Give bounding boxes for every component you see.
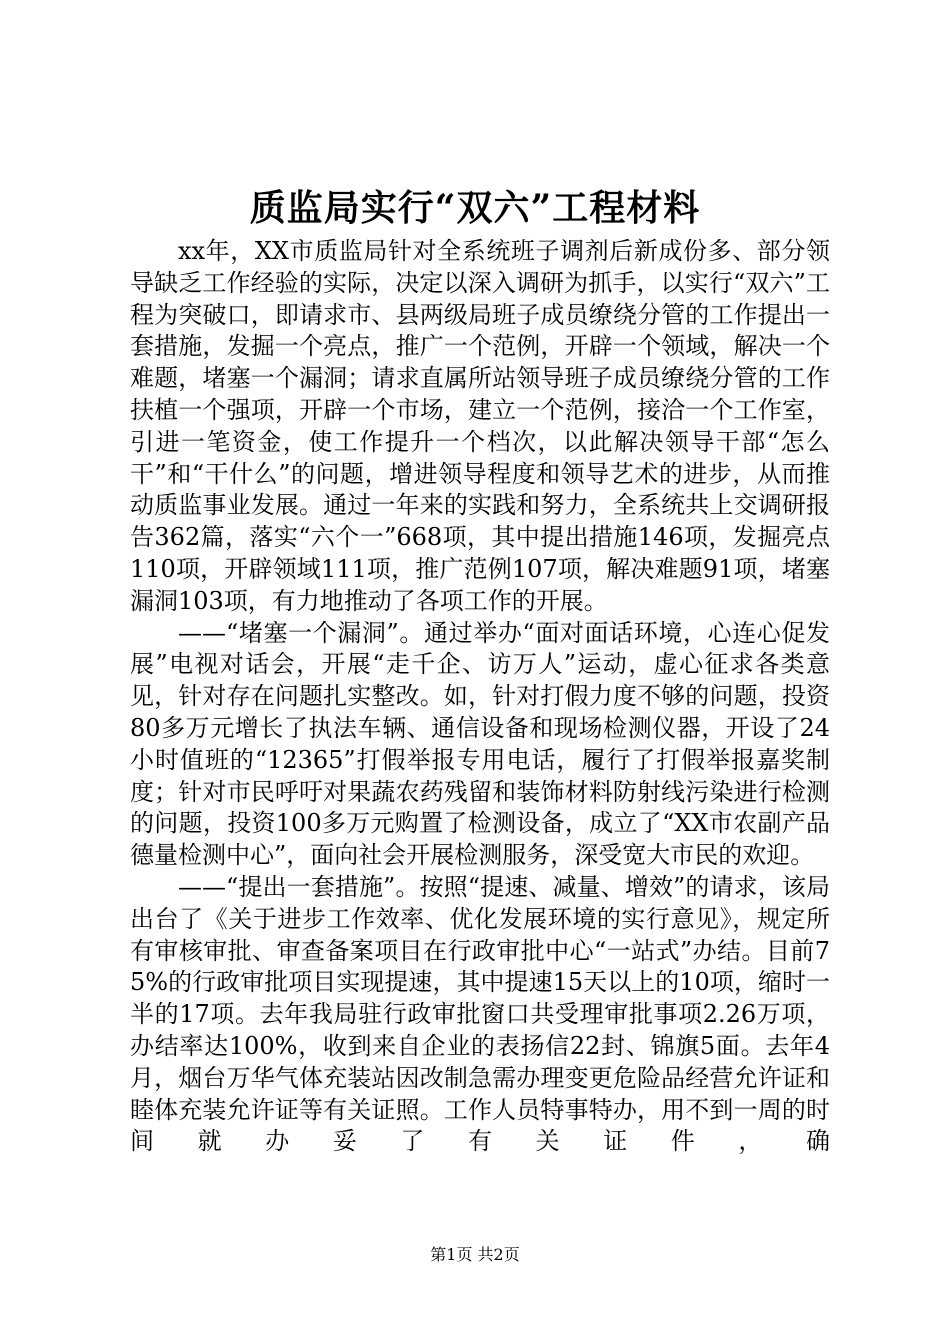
- document-title: 质监局实行“双六”工程材料: [249, 187, 701, 229]
- page-footer: 第1页 共2页: [430, 1245, 520, 1264]
- paragraph-measures: ——“提出一套措施”。按照“提速、减量、增效”的请求，该局出台了《关于进步工作效率、优化发展环境的实行意见》，规定所有审核审批、审查备案项目在行政审批中心“一站式”办结。目前75%的行政审批项目实现提速，其中提速15天以上的10项，缩时一半的17项。去年我局驻行政审批窗口共受理审批事项2.26万项，办结率达100%，收到来自企业的表扬信22封、锦旗5面。去年4月，烟台万华气体充装站因改制急需办理变更危险品经营允许证和睦体充装允许证等有关证照。工作人员特事特办，用不到一周的时间就办妥了有关证件，确: [130, 872, 830, 1156]
- paragraph-plug-loophole: ——“堵塞一个漏洞”。通过举办“面对面话环境，心连心促发展”电视对话会，开展“走千企、访万人”运动，虚心征求各类意见，针对存在问题扎实整改。如，针对打假力度不够的问题，投资80多万元增长了执法车辆、通信设备和现场检测仪器，开设了24小时值班的“12365”打假举报专用电话，履行了打假举报嘉奖制度；针对市民呼吁对果蔬农药残留和装饰材料防射线污染进行检测的问题，投资100多万元购置了检测设备，成立了“XX市农副产品德量检测中心”，面向社会开展检测服务，深受宽大市民的欢迎。: [130, 618, 830, 870]
- paragraph-intro: xx年，XX市质监局针对全系统班子调剂后新成份多、部分领导缺乏工作经验的实际，决定以深入调研为抓手，以实行“双六”工程为突破口，即请求市、县两级局班子成员缭绕分管的工作提出一套措施，发掘一个亮点，推广一个范例，开辟一个领域，解决一个难题，堵塞一个漏洞；请求直属所站领导班子成员缭绕分管的工作扶植一个强项，开辟一个市场，建立一个范例，接洽一个工作室，引进一笔资金，使工作提升一个档次，以此解决领导干部“怎么干”和“干什么”的问题，增进领导程度和领导艺术的进步，从而推动质监事业发展。通过一年来的实践和努力，全系统共上交调研报告362篇，落实“六个一”668项，其中提出措施146项，发掘亮点110项，开辟领域111项，推广范例107项，解决难题91项，堵塞漏洞103项，有力地推动了各项工作的开展。: [130, 237, 830, 615]
- document-body: [130, 236, 830, 1158]
